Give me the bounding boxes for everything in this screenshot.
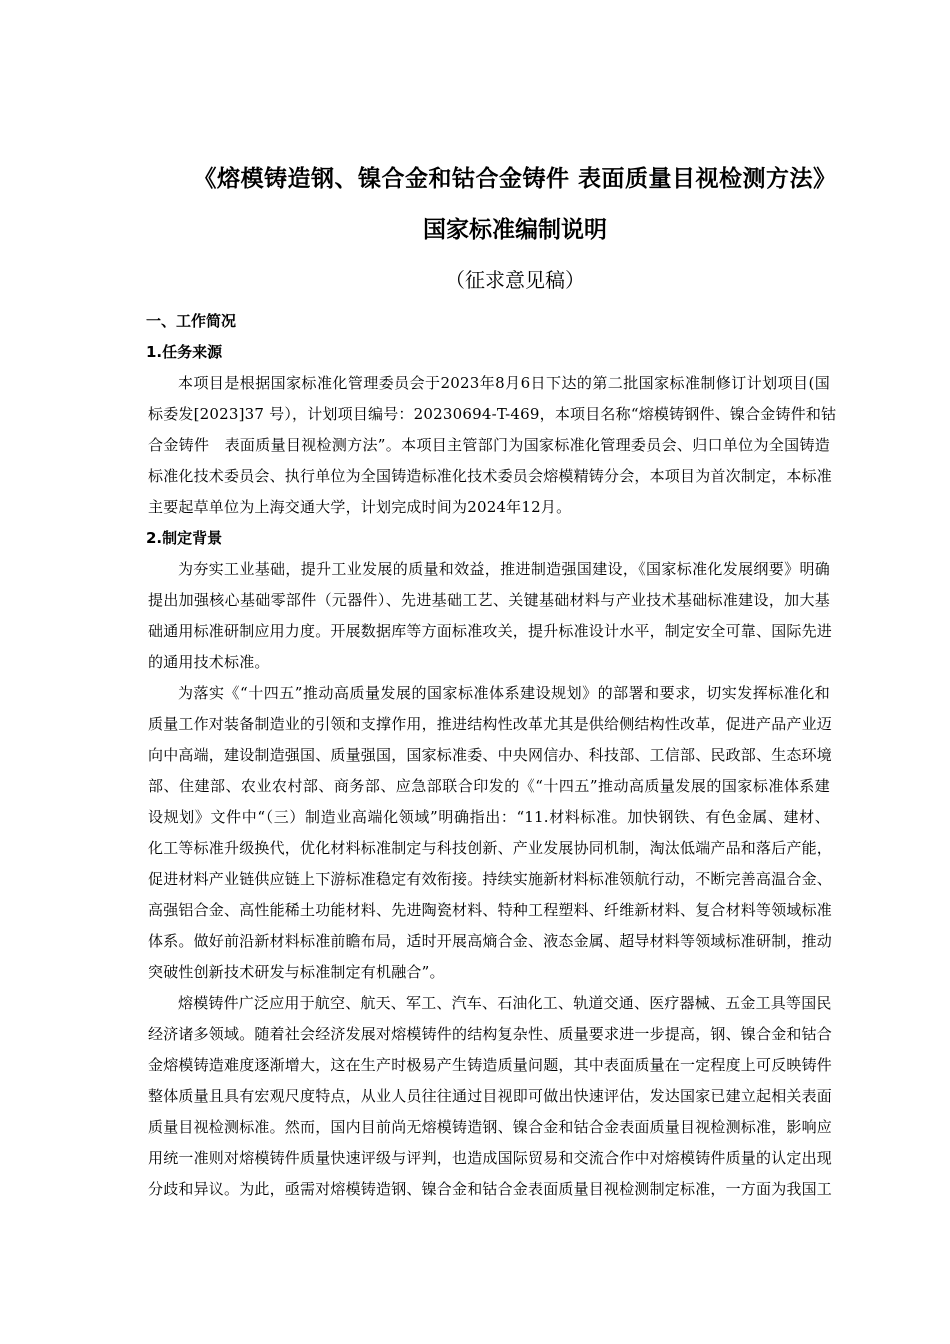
text-line: 分歧和异议。为此，亟需对熔模铸造钢、镍合金和钴合金表面质量目视检测制定标准，一方面为我国工 (148, 1180, 833, 1198)
text-line: 本项目是根据国家标准化管理委员会于2023年8月6日下达的第二批国家标准制修订计划项目(国 (178, 374, 830, 392)
paragraph-background-1 (118, 554, 833, 678)
document-body (118, 306, 837, 1205)
text-line: 向中高端，建设制造强国、质量强国，国家标准委、中央网信办、科技部、工信部、民政部、生态环境 (148, 746, 833, 764)
text-line: 础通用标准研制应用力度。开展数据库等方面标准攻关，提升标准设计水平，制定安全可靠、国际先进 (148, 622, 833, 640)
text-line: 熔模铸件广泛应用于航空、航天、军工、汽车、石油化工、轨道交通、医疗器械、五金工具等国民 (178, 994, 832, 1012)
paragraph-task-source (118, 368, 837, 523)
draft-label: （征求意见稿） (445, 268, 585, 292)
text-line: 标准化技术委员会、执行单位为全国铸造标准化技术委员会熔模精铸分会，本项目为首次制定，本标准 (148, 467, 833, 485)
text-line: 主要起草单位为上海交通大学，计划完成时间为2024年12月。 (148, 498, 572, 516)
text-line: 整体质量且具有宏观尺度特点，从业人员往往通过目视即可做出快速评估，发达国家已建立起相关表面 (148, 1087, 833, 1105)
text-line: 标委发[2023]37 号），计划项目编号：20230694-T-469，本项目名称“熔模铸钢件、镍合金铸件和钴 (148, 405, 837, 423)
text-line: 设规划》文件中“（三）制造业高端化领域”明确指出：“11.材料标准。加快钢铁、有色金属、建材、 (148, 808, 830, 826)
text-line: 金熔模铸造难度逐渐增大，这在生产时极易产生铸造质量问题，其中表面质量在一定程度上可反映铸件 (148, 1056, 833, 1074)
text-line: 突破性创新技术研发与标准制定有机融合”。 (148, 963, 445, 981)
text-line: 的通用技术标准。 (148, 653, 270, 671)
subsection-heading-background: 2.制定背景 (146, 529, 223, 547)
subsection-heading-task-source: 1.任务来源 (146, 343, 223, 361)
text-line: 经济诸多领域。随着社会经济发展对熔模铸件的结构复杂性、质量要求进一步提高，钢、镍合金和钴合 (148, 1025, 833, 1043)
document-title: 《熔模铸造钢、镍合金和钴合金铸件 表面质量目视检测方法》 (193, 166, 837, 192)
section-heading-work-overview: 一、工作简况 (146, 312, 237, 330)
text-line: 体系。做好前沿新材料标准前瞻布局，适时开展高熵合金、液态金属、超导材料等领域标准研制，推动 (148, 932, 833, 950)
text-line: 用统一准则对熔模铸件质量快速评级与评判，也造成国际贸易和交流合作中对熔模铸件质量的认定出现 (148, 1149, 833, 1167)
text-line: 部、住建部、农业农村部、商务部、应急部联合印发的《“十四五”推动高质量发展的国家标准体系建 (148, 777, 830, 795)
text-line: 质量目视检测标准。然而，国内目前尚无熔模铸造钢、镍合金和钴合金表面质量目视检测标准，影响应 (148, 1118, 833, 1136)
text-line: 为夯实工业基础，提升工业发展的质量和效益，推进制造强国建设，《国家标准化发展纲要》明确 (178, 560, 830, 578)
text-line: 促进材料产业链供应链上下游标准稳定有效衔接。持续实施新材料标准领航行动，不断完善高温合金、 (148, 870, 833, 888)
text-line: 高强铝合金、高性能稀土功能材料、先进陶瓷材料、特种工程塑料、纤维新材料、复合材料等领域标准 (148, 901, 833, 919)
text-line: 合金铸件 表面质量目视检测方法”。本项目主管部门为国家标准化管理委员会、归口单位为全国铸造 (148, 436, 830, 454)
paragraph-background-2 (118, 678, 833, 988)
text-line: 化工等标准升级换代，优化材料标准制定与科技创新、产业发展协同机制，淘汰低端产品和落后产能， (148, 839, 833, 857)
document-subtitle: 国家标准编制说明 (423, 217, 607, 243)
paragraph-background-3 (118, 988, 833, 1205)
text-line: 提出加强核心基础零部件（元器件）、先进基础工艺、关键基础材料与产业技术基础标准建设，加大基 (148, 591, 830, 609)
text-line: 质量工作对装备制造业的引领和支撑作用，推进结构性改革尤其是供给侧结构性改革，促进产品产业迈 (148, 715, 833, 733)
text-line: 为落实《“十四五”推动高质量发展的国家标准体系建设规划》的部署和要求，切实发挥标准化和 (178, 684, 830, 702)
